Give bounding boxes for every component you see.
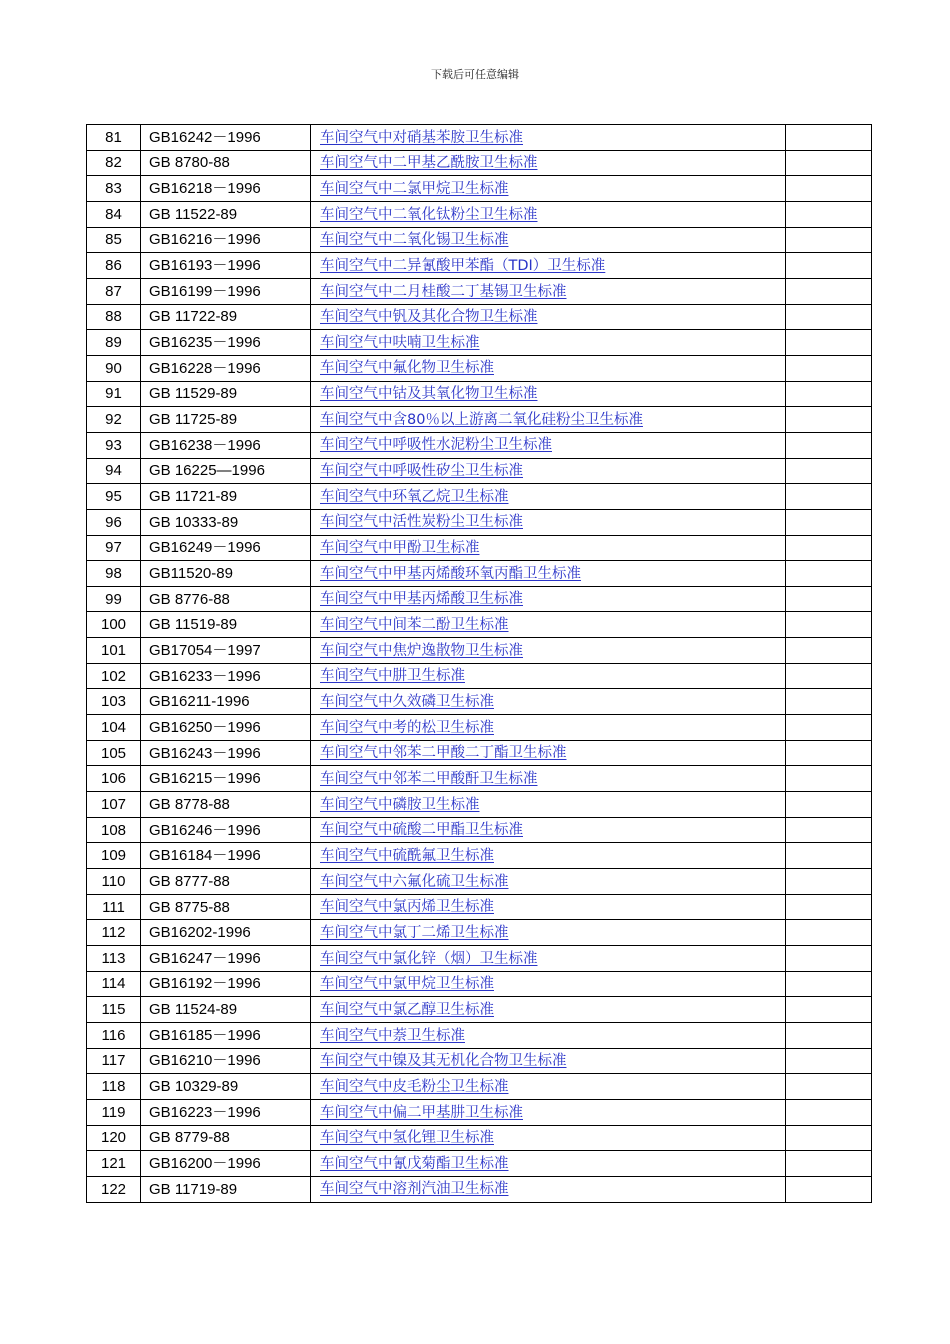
empty-cell bbox=[786, 817, 872, 843]
row-number: 103 bbox=[87, 689, 141, 715]
standard-code: GB 10329-89 bbox=[141, 1074, 311, 1100]
standard-name-cell bbox=[311, 638, 786, 664]
standard-name-link[interactable]: 车间空气中萘卫生标准 bbox=[320, 1027, 465, 1044]
empty-cell bbox=[786, 612, 872, 638]
standard-name-link[interactable]: 车间空气中氯甲烷卫生标准 bbox=[320, 976, 494, 993]
empty-cell bbox=[786, 355, 872, 381]
table-row bbox=[87, 227, 872, 253]
standard-name-cell bbox=[311, 894, 786, 920]
empty-cell bbox=[786, 1176, 872, 1202]
table-row bbox=[87, 971, 872, 997]
standard-code: GB16223－1996 bbox=[141, 1099, 311, 1125]
standard-code: GB16184－1996 bbox=[141, 843, 311, 869]
table-row bbox=[87, 663, 872, 689]
standard-name-cell bbox=[311, 304, 786, 330]
standard-name-cell bbox=[311, 125, 786, 151]
standard-name-link[interactable]: 车间空气中二月桂酸二丁基锡卫生标准 bbox=[320, 283, 567, 300]
standard-name-link[interactable]: 车间空气中肼卫生标准 bbox=[320, 668, 465, 685]
standard-name-cell bbox=[311, 381, 786, 407]
table-row bbox=[87, 1099, 872, 1125]
standard-name-link[interactable]: 车间空气中氯化锌（烟）卫生标准 bbox=[320, 950, 538, 967]
empty-cell bbox=[786, 997, 872, 1023]
standard-code: GB16247－1996 bbox=[141, 946, 311, 972]
standard-code: GB 11725-89 bbox=[141, 407, 311, 433]
empty-cell bbox=[786, 843, 872, 869]
standard-code: GB 8776-88 bbox=[141, 586, 311, 612]
empty-cell bbox=[786, 509, 872, 535]
standard-code: GB 11524-89 bbox=[141, 997, 311, 1023]
standard-code: GB 11719-89 bbox=[141, 1176, 311, 1202]
standard-name-cell bbox=[311, 946, 786, 972]
table-row bbox=[87, 458, 872, 484]
row-number: 120 bbox=[87, 1125, 141, 1151]
row-number: 84 bbox=[87, 201, 141, 227]
empty-cell bbox=[786, 689, 872, 715]
standard-name-link[interactable]: 车间空气中对硝基苯胺卫生标准 bbox=[320, 129, 523, 146]
standard-code: GB 10333-89 bbox=[141, 509, 311, 535]
table-row bbox=[87, 612, 872, 638]
row-number: 107 bbox=[87, 792, 141, 818]
empty-cell bbox=[786, 1099, 872, 1125]
standard-code: GB16192－1996 bbox=[141, 971, 311, 997]
standard-name-cell bbox=[311, 715, 786, 741]
row-number: 104 bbox=[87, 715, 141, 741]
row-number: 90 bbox=[87, 355, 141, 381]
empty-cell bbox=[786, 920, 872, 946]
standard-name-link[interactable]: 车间空气中考的松卫生标准 bbox=[320, 719, 494, 736]
empty-cell bbox=[786, 535, 872, 561]
standard-name-link[interactable]: 车间空气中活性炭粉尘卫生标准 bbox=[320, 514, 523, 531]
row-number: 113 bbox=[87, 946, 141, 972]
table-row bbox=[87, 817, 872, 843]
row-number: 86 bbox=[87, 253, 141, 279]
standard-name-cell bbox=[311, 484, 786, 510]
table-row bbox=[87, 381, 872, 407]
standard-name-cell bbox=[311, 663, 786, 689]
standard-name-cell bbox=[311, 766, 786, 792]
row-number: 93 bbox=[87, 432, 141, 458]
table-row bbox=[87, 330, 872, 356]
empty-cell bbox=[786, 1125, 872, 1151]
standard-name-cell bbox=[311, 509, 786, 535]
standard-name-cell bbox=[311, 920, 786, 946]
row-number: 83 bbox=[87, 176, 141, 202]
row-number: 112 bbox=[87, 920, 141, 946]
standard-code: GB16218－1996 bbox=[141, 176, 311, 202]
standard-name-cell bbox=[311, 1048, 786, 1074]
standard-code: GB 11519-89 bbox=[141, 612, 311, 638]
empty-cell bbox=[786, 458, 872, 484]
standard-name-cell bbox=[311, 176, 786, 202]
table-row bbox=[87, 894, 872, 920]
empty-cell bbox=[786, 304, 872, 330]
standard-name-link[interactable]: 车间空气中呋喃卫生标准 bbox=[320, 334, 480, 351]
empty-cell bbox=[786, 381, 872, 407]
row-number: 88 bbox=[87, 304, 141, 330]
standard-name-link[interactable]: 车间空气中邻苯二甲酸二丁酯卫生标准 bbox=[320, 745, 567, 762]
standard-name-cell bbox=[311, 740, 786, 766]
table-row bbox=[87, 432, 872, 458]
row-number: 111 bbox=[87, 894, 141, 920]
standard-name-link[interactable]: 车间空气中二氯甲烷卫生标准 bbox=[320, 180, 509, 197]
row-number: 97 bbox=[87, 535, 141, 561]
standard-code: GB 8780-88 bbox=[141, 150, 311, 176]
empty-cell bbox=[786, 1022, 872, 1048]
standard-name-cell bbox=[311, 432, 786, 458]
empty-cell bbox=[786, 586, 872, 612]
row-number: 115 bbox=[87, 997, 141, 1023]
empty-cell bbox=[786, 946, 872, 972]
table-row bbox=[87, 407, 872, 433]
standard-name-link[interactable]: 车间空气中偏二甲基肼卫生标准 bbox=[320, 1104, 523, 1121]
standard-code: GB17054－1997 bbox=[141, 638, 311, 664]
empty-cell bbox=[786, 792, 872, 818]
standard-code: GB11520-89 bbox=[141, 561, 311, 587]
row-number: 108 bbox=[87, 817, 141, 843]
table-row bbox=[87, 1022, 872, 1048]
standard-name-cell bbox=[311, 150, 786, 176]
standard-name-cell bbox=[311, 689, 786, 715]
standard-name-link[interactable]: 车间空气中氰戊菊酯卫生标准 bbox=[320, 1155, 509, 1172]
standard-code: GB16193－1996 bbox=[141, 253, 311, 279]
standard-name-link[interactable]: 车间空气中硫酰氟卫生标准 bbox=[320, 847, 494, 864]
table-row bbox=[87, 1176, 872, 1202]
table-row bbox=[87, 355, 872, 381]
standard-name-cell bbox=[311, 407, 786, 433]
standard-name-cell bbox=[311, 586, 786, 612]
row-number: 96 bbox=[87, 509, 141, 535]
table-row bbox=[87, 740, 872, 766]
standard-code: GB16215－1996 bbox=[141, 766, 311, 792]
row-number: 110 bbox=[87, 869, 141, 895]
standard-name-link[interactable]: 车间空气中二氧化钛粉尘卫生标准 bbox=[320, 206, 538, 223]
table-row bbox=[87, 920, 872, 946]
table-row bbox=[87, 561, 872, 587]
table-row bbox=[87, 304, 872, 330]
empty-cell bbox=[786, 715, 872, 741]
standard-code: GB 8778-88 bbox=[141, 792, 311, 818]
standard-name-link[interactable]: 车间空气中氯丁二烯卫生标准 bbox=[320, 924, 509, 941]
row-number: 121 bbox=[87, 1151, 141, 1177]
page-header-note: 下载后可任意编辑 bbox=[431, 68, 519, 81]
standard-code: GB 11522-89 bbox=[141, 201, 311, 227]
standard-code: GB16242－1996 bbox=[141, 125, 311, 151]
standard-name-link[interactable]: 车间空气中呼吸性矽尘卫生标准 bbox=[320, 463, 523, 480]
empty-cell bbox=[786, 407, 872, 433]
standard-code: GB16246－1996 bbox=[141, 817, 311, 843]
standard-code: GB 8777-88 bbox=[141, 869, 311, 895]
table-row bbox=[87, 1074, 872, 1100]
standard-name-cell bbox=[311, 227, 786, 253]
empty-cell bbox=[786, 176, 872, 202]
standard-name-link[interactable]: 车间空气中硫酸二甲酯卫生标准 bbox=[320, 822, 523, 839]
standard-name-link[interactable]: 车间空气中氟化物卫生标准 bbox=[320, 360, 494, 377]
standard-name-cell bbox=[311, 330, 786, 356]
standard-code: GB 11529-89 bbox=[141, 381, 311, 407]
table-row bbox=[87, 535, 872, 561]
empty-cell bbox=[786, 150, 872, 176]
row-number: 95 bbox=[87, 484, 141, 510]
standard-code: GB 11721-89 bbox=[141, 484, 311, 510]
row-number: 114 bbox=[87, 971, 141, 997]
row-number: 92 bbox=[87, 407, 141, 433]
row-number: 94 bbox=[87, 458, 141, 484]
standard-name-link[interactable]: 车间空气中氯丙烯卫生标准 bbox=[320, 899, 494, 916]
standard-name-cell bbox=[311, 843, 786, 869]
standard-code: GB16199－1996 bbox=[141, 278, 311, 304]
table-row bbox=[87, 484, 872, 510]
table-row bbox=[87, 689, 872, 715]
standard-code: GB16216－1996 bbox=[141, 227, 311, 253]
standard-name-link[interactable]: 车间空气中氯乙醇卫生标准 bbox=[320, 1001, 494, 1018]
standard-name-cell bbox=[311, 278, 786, 304]
table-row bbox=[87, 278, 872, 304]
standard-name-link[interactable]: 车间空气中邻苯二甲酸酐卫生标准 bbox=[320, 770, 538, 787]
standard-code: GB16243－1996 bbox=[141, 740, 311, 766]
standard-name-cell bbox=[311, 1151, 786, 1177]
standard-name-link[interactable]: 车间空气中二异氰酸甲苯酯（TDI）卫生标准 bbox=[320, 257, 606, 274]
row-number: 81 bbox=[87, 125, 141, 151]
standard-name-cell bbox=[311, 355, 786, 381]
row-number: 105 bbox=[87, 740, 141, 766]
standard-name-cell bbox=[311, 253, 786, 279]
standard-name-link[interactable]: 车间空气中镍及其无机化合物卫生标准 bbox=[320, 1053, 567, 1070]
row-number: 106 bbox=[87, 766, 141, 792]
table-row bbox=[87, 869, 872, 895]
standard-name-cell bbox=[311, 971, 786, 997]
standard-code: GB 8775-88 bbox=[141, 894, 311, 920]
standard-name-link[interactable]: 车间空气中二甲基乙酰胺卫生标准 bbox=[320, 155, 538, 172]
standard-code: GB16235－1996 bbox=[141, 330, 311, 356]
table-row bbox=[87, 509, 872, 535]
standard-code: GB16233－1996 bbox=[141, 663, 311, 689]
standard-code: GB16211-1996 bbox=[141, 689, 311, 715]
standard-code: GB16249－1996 bbox=[141, 535, 311, 561]
standard-name-cell bbox=[311, 1125, 786, 1151]
row-number: 117 bbox=[87, 1048, 141, 1074]
standard-name-link[interactable]: 车间空气中皮毛粉尘卫生标准 bbox=[320, 1078, 509, 1095]
empty-cell bbox=[786, 663, 872, 689]
empty-cell bbox=[786, 227, 872, 253]
table-row bbox=[87, 176, 872, 202]
standard-name-link[interactable]: 车间空气中呼吸性水泥粉尘卫生标准 bbox=[320, 437, 552, 454]
row-number: 82 bbox=[87, 150, 141, 176]
standard-name-link[interactable]: 车间空气中含80％以上游离二氧化硅粉尘卫生标准 bbox=[320, 411, 643, 428]
standard-code: GB 11722-89 bbox=[141, 304, 311, 330]
row-number: 101 bbox=[87, 638, 141, 664]
empty-cell bbox=[786, 484, 872, 510]
table-row bbox=[87, 638, 872, 664]
table-row bbox=[87, 1151, 872, 1177]
standard-name-cell bbox=[311, 1099, 786, 1125]
table-row bbox=[87, 150, 872, 176]
standard-code: GB16185－1996 bbox=[141, 1022, 311, 1048]
row-number: 87 bbox=[87, 278, 141, 304]
standard-name-link[interactable]: 车间空气中环氧乙烷卫生标准 bbox=[320, 488, 509, 505]
empty-cell bbox=[786, 1048, 872, 1074]
row-number: 85 bbox=[87, 227, 141, 253]
empty-cell bbox=[786, 125, 872, 151]
empty-cell bbox=[786, 766, 872, 792]
standard-name-cell bbox=[311, 612, 786, 638]
row-number: 98 bbox=[87, 561, 141, 587]
row-number: 100 bbox=[87, 612, 141, 638]
standard-name-link[interactable]: 车间空气中溶剂汽油卫生标准 bbox=[320, 1181, 509, 1198]
empty-cell bbox=[786, 638, 872, 664]
empty-cell bbox=[786, 253, 872, 279]
empty-cell bbox=[786, 740, 872, 766]
empty-cell bbox=[786, 1151, 872, 1177]
standard-name-link[interactable]: 车间空气中久效磷卫生标准 bbox=[320, 694, 494, 711]
standard-name-cell bbox=[311, 1074, 786, 1100]
standards-table bbox=[86, 124, 872, 1203]
table-row bbox=[87, 201, 872, 227]
table-row bbox=[87, 766, 872, 792]
empty-cell bbox=[786, 1074, 872, 1100]
standard-code: GB16210－1996 bbox=[141, 1048, 311, 1074]
standard-code: GB 16225—1996 bbox=[141, 458, 311, 484]
standard-code: GB16202-1996 bbox=[141, 920, 311, 946]
empty-cell bbox=[786, 971, 872, 997]
row-number: 91 bbox=[87, 381, 141, 407]
table-row bbox=[87, 586, 872, 612]
standard-name-cell bbox=[311, 817, 786, 843]
row-number: 118 bbox=[87, 1074, 141, 1100]
standard-code: GB16200－1996 bbox=[141, 1151, 311, 1177]
table-row bbox=[87, 843, 872, 869]
standard-name-link[interactable]: 车间空气中甲基丙烯酸卫生标准 bbox=[320, 591, 523, 608]
table-row bbox=[87, 1048, 872, 1074]
empty-cell bbox=[786, 330, 872, 356]
row-number: 109 bbox=[87, 843, 141, 869]
standard-name-link[interactable]: 车间空气中磷胺卫生标准 bbox=[320, 796, 480, 813]
standard-name-cell bbox=[311, 561, 786, 587]
standard-name-link[interactable]: 车间空气中甲基丙烯酸环氧丙酯卫生标准 bbox=[320, 565, 581, 582]
standard-name-cell bbox=[311, 201, 786, 227]
table-row bbox=[87, 253, 872, 279]
standard-code: GB16238－1996 bbox=[141, 432, 311, 458]
table-row bbox=[87, 792, 872, 818]
standard-name-cell bbox=[311, 1176, 786, 1202]
standard-name-link[interactable]: 车间空气中间苯二酚卫生标准 bbox=[320, 617, 509, 634]
standards-table-body bbox=[87, 125, 872, 1203]
standard-code: GB16250－1996 bbox=[141, 715, 311, 741]
row-number: 102 bbox=[87, 663, 141, 689]
standard-name-link[interactable]: 车间空气中甲酚卫生标准 bbox=[320, 540, 480, 557]
table-row bbox=[87, 946, 872, 972]
standard-name-link[interactable]: 车间空气中钴及其氧化物卫生标准 bbox=[320, 386, 538, 403]
standard-name-link[interactable]: 车间空气中二氧化锡卫生标准 bbox=[320, 232, 509, 249]
standard-name-cell bbox=[311, 458, 786, 484]
row-number: 116 bbox=[87, 1022, 141, 1048]
table-row bbox=[87, 997, 872, 1023]
row-number: 89 bbox=[87, 330, 141, 356]
standard-name-cell bbox=[311, 792, 786, 818]
table-row bbox=[87, 125, 872, 151]
standard-name-link[interactable]: 车间空气中六氟化硫卫生标准 bbox=[320, 873, 509, 890]
empty-cell bbox=[786, 278, 872, 304]
row-number: 122 bbox=[87, 1176, 141, 1202]
standard-name-link[interactable]: 车间空气中氢化锂卫生标准 bbox=[320, 1130, 494, 1147]
row-number: 119 bbox=[87, 1099, 141, 1125]
empty-cell bbox=[786, 894, 872, 920]
standard-name-cell bbox=[311, 535, 786, 561]
empty-cell bbox=[786, 432, 872, 458]
standard-name-link[interactable]: 车间空气中钒及其化合物卫生标准 bbox=[320, 309, 538, 326]
row-number: 99 bbox=[87, 586, 141, 612]
standard-code: GB 8779-88 bbox=[141, 1125, 311, 1151]
standard-name-cell bbox=[311, 869, 786, 895]
table-row bbox=[87, 715, 872, 741]
standard-name-link[interactable]: 车间空气中焦炉逸散物卫生标准 bbox=[320, 642, 523, 659]
empty-cell bbox=[786, 201, 872, 227]
standard-name-cell bbox=[311, 997, 786, 1023]
standard-code: GB16228－1996 bbox=[141, 355, 311, 381]
empty-cell bbox=[786, 561, 872, 587]
table-row bbox=[87, 1125, 872, 1151]
empty-cell bbox=[786, 869, 872, 895]
standard-name-cell bbox=[311, 1022, 786, 1048]
